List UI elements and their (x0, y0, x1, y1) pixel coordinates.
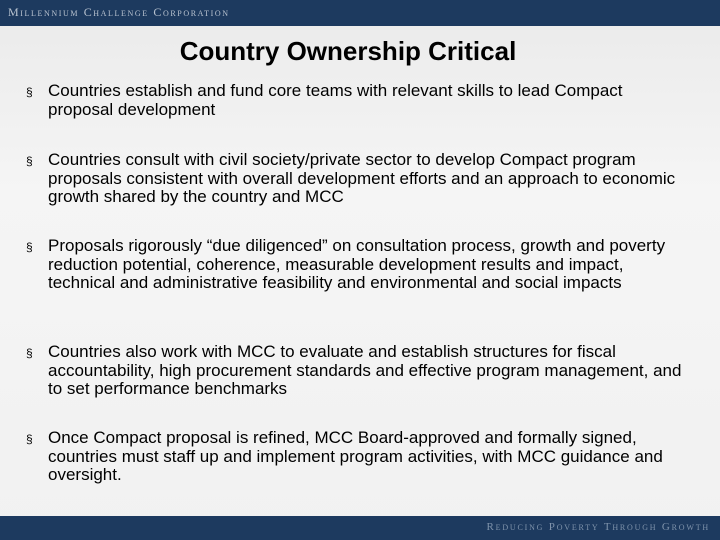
footer-bar (0, 516, 720, 540)
header-bar (0, 0, 720, 26)
slide-title: Country Ownership Critical (179, 36, 517, 66)
organization-name: Millennium Challenge Corporation (8, 5, 230, 19)
bullet-marker-icon: § (26, 154, 33, 168)
bullet-item (26, 82, 686, 119)
bullet-item (26, 429, 686, 485)
bullet-marker-icon: § (26, 85, 33, 99)
bullet-text: Once Compact proposal is refined, MCC Board-approved and formally signed, countries must staff up and implement program activities, with MCC guidance and oversight. (48, 428, 663, 484)
bullet-text: Countries establish and fund core teams with relevant skills to lead Compact proposal development (48, 81, 623, 119)
bullet-marker-icon: § (26, 240, 33, 254)
footer-tagline: Reducing Poverty Through Growth (486, 521, 710, 533)
bullet-text: Proposals rigorously “due diligenced” on consultation process, growth and poverty reduction potential, coherence, measurable development results and impact, technical and administrative feasibility and environmental and social impacts (48, 236, 666, 292)
bullet-text: Countries consult with civil society/private sector to develop Compact program proposals consistent with overall development efforts and an approach to economic growth shared by the country and MCC (48, 150, 676, 206)
bullet-item (26, 343, 686, 399)
bullet-item (26, 151, 686, 207)
bullet-marker-icon: § (26, 432, 33, 446)
bullet-item (26, 237, 686, 293)
bullet-marker-icon: § (26, 346, 33, 360)
bullet-text: Countries also work with MCC to evaluate and establish structures for fiscal accountability, high procurement standards and effective program management, and to set performance benchmarks (48, 342, 682, 398)
